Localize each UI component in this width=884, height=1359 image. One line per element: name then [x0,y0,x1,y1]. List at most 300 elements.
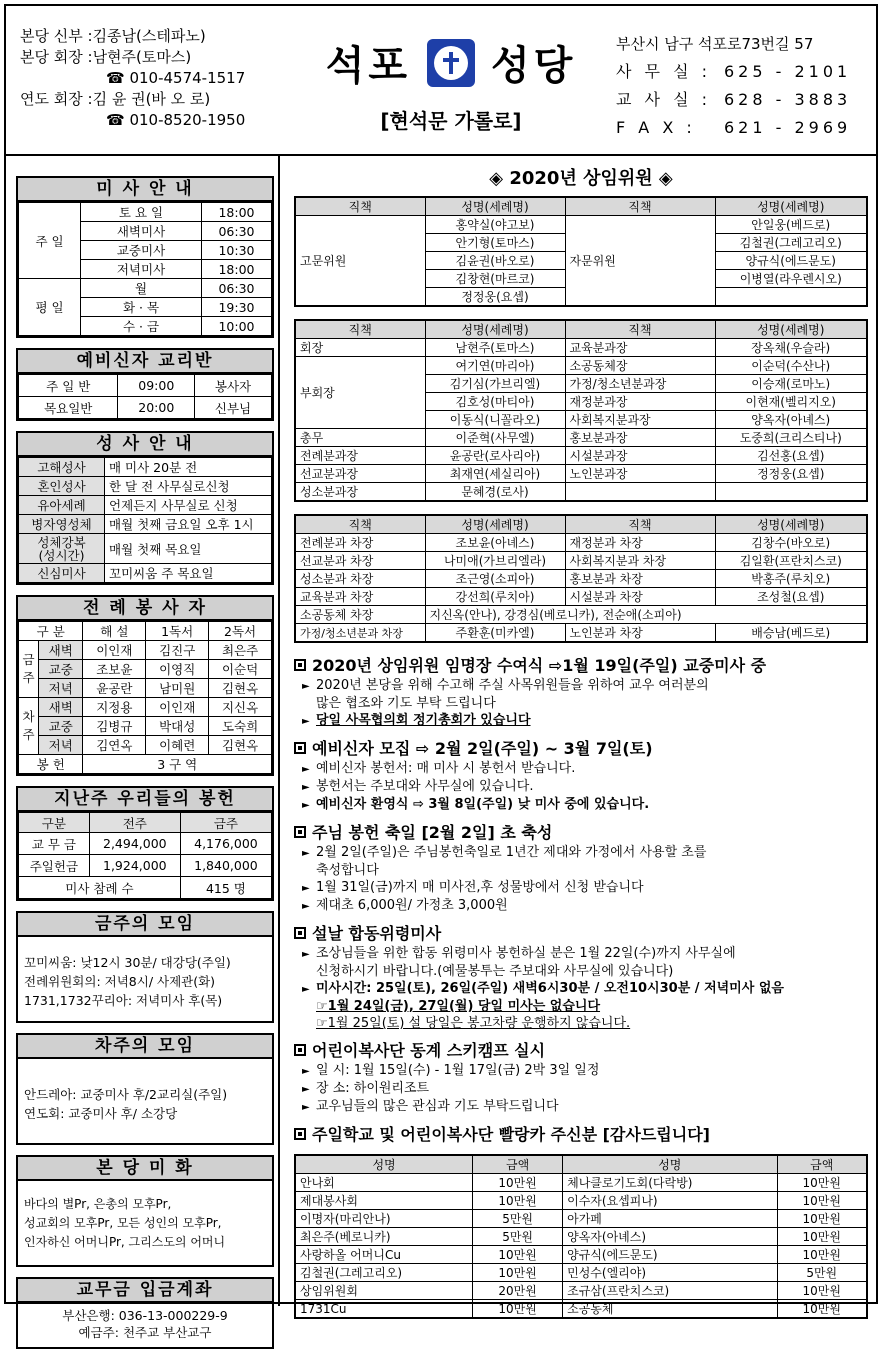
left-column [16,176,274,1359]
donor-amount: 10만원 [777,1192,867,1210]
pastor-label: 본당 신부 : [20,27,93,45]
role: 성소분과 차장 [295,570,425,588]
col-head: 직책 [565,320,715,339]
notice-block [294,655,868,730]
notice-block [294,923,868,1032]
member: 정정웅(요셉) [425,288,565,307]
member: 홍약실(야고보) [425,216,565,234]
donor-name: 최은주(베로니카) [295,1228,473,1246]
role: 회장 [295,339,425,357]
col-head: 성명 [563,1155,777,1174]
notice-title [294,1124,868,1146]
mass-title: 미 사 안 내 [18,178,272,202]
member: 김호성(마티아) [425,393,565,411]
arrow-bullet-icon: ► [302,764,310,775]
role: 교육분과장 [565,339,715,357]
col-head: 성명(세례명) [715,320,867,339]
notice-line-text: 미사시간: 25일(토), 26일(주일) 새벽6시30분 / 오전10시30분 / 저녁미사 없음 [316,981,784,996]
offering-head: 전주 [89,813,180,833]
col-head: 성명(세례명) [425,515,565,534]
notice-line [294,677,868,695]
arrow-bullet-icon: ► [302,848,310,859]
president-phone: ☎ 010-4574-1517 [106,69,246,87]
mass-name: 저녁미사 [81,260,202,279]
member: 주환훈(미카엘) [425,624,565,643]
offering-title: 지난주 우리들의 봉헌 [18,788,272,812]
catechumen-class [16,348,274,421]
this-week-label: 금 주 [19,641,39,698]
arrow-bullet-icon: ► [302,800,310,811]
col-head: 직책 [295,197,425,216]
arrow-bullet-icon: ► [302,984,310,995]
notice-line [294,897,868,915]
prayer-president-label: 연도 회장 : [20,90,93,108]
prayer-president-name: 김 윤 권(바 오 로) [92,90,211,108]
meeting-line: 안드레아: 교중미사 후/2교리실(주일) [24,1087,228,1102]
square-bullet-icon [294,1044,306,1056]
notice-title-text: 예비신자 모집 ⇨ 2월 2일(주일) ~ 3월 7일(토) [312,739,653,758]
role: 고문위원 [295,216,425,307]
server-name: 윤공란 [83,679,146,698]
donor-name: 소공동체 [563,1300,777,1319]
server-name: 김병규 [83,717,146,736]
column-divider [278,156,280,1306]
role: 시설분과 차장 [565,588,715,606]
offering-table [18,812,272,899]
server-name: 이순덕 [209,660,272,679]
server-name: 김현옥 [209,679,272,698]
col-head: 직책 [295,320,425,339]
donor-name: 상임위원회 [295,1282,473,1300]
donor-amount: 5만원 [473,1210,563,1228]
col-head: 금액 [473,1155,563,1174]
contact-value: 628 - 3883 [724,90,852,109]
donor-name: 아가페 [563,1210,777,1228]
member: 나미애(가브리엘라) [425,552,565,570]
notice-line-text: 조상님들을 위한 합동 위령미사 봉헌하실 분은 1월 22일(수)까지 사무실에 [316,946,736,961]
mass-slot: 새벽 [39,698,83,717]
offering-head: 구분 [19,813,90,833]
liturgy-servers [16,595,274,776]
next-week-meetings-title: 차주의 모임 [18,1035,272,1059]
mass-time: 18:00 [202,203,272,222]
arrow-bullet-icon: ► [302,901,310,912]
pastor-name: 김종남(스테파노) [92,27,206,45]
notice-line [294,1015,868,1032]
notice-line [294,862,868,879]
notice-line [294,980,868,998]
servers-head: 구 분 [19,622,83,641]
arrow-bullet-icon: ► [302,1102,310,1113]
member: 양옥자(아녜스) [715,411,867,429]
sacrament-guide [16,431,274,585]
header-staff [20,26,290,131]
member: 조보윤(아녜스) [425,534,565,552]
notice-line [294,760,868,778]
member-empty [715,483,867,502]
servers-head: 1독서 [146,622,209,641]
notice-line-text: 2월 2일(주일)은 주님봉헌축일로 1년간 제대와 가정에서 사용할 초를 [316,845,707,860]
role: 총무 [295,429,425,447]
offering-summary [16,786,274,901]
weekday-label: 평 일 [19,279,81,336]
church-logo-icon [427,39,475,87]
notice-title [294,1040,868,1062]
donor-name: 사랑하올 어머니Cu [295,1246,473,1264]
role: 노인분과장 [565,465,715,483]
role: 교육분과 차장 [295,588,425,606]
donor-amount: 5만원 [473,1228,563,1246]
notice-line-text: 예비신자 환영식 ⇨ 3월 8일(주일) 낮 미사 중에 있습니다. [316,797,650,812]
attendance-value: 415 명 [180,877,271,899]
servers-title: 전 례 봉 사 자 [18,597,272,621]
notice-line [294,963,868,980]
role: 재정분과장 [565,393,715,411]
deputies-table [294,514,868,643]
member: 이병열(라우렌시오) [715,270,867,288]
meeting-line: 꼬미씨움: 낮12시 30분/ 대강당(주일) [24,955,231,970]
donor-amount: 10만원 [473,1300,563,1319]
legion-line: 성교회의 모후Pr, 모든 성인의 모후Pr, [24,1216,222,1230]
role: 사회복지분과 차장 [565,552,715,570]
member: 김윤권(바오로) [425,252,565,270]
class-time: 09:00 [118,375,195,397]
col-head: 성명(세례명) [715,197,867,216]
notice-line [294,1098,868,1116]
member-empty [715,288,867,307]
donor-amount: 10만원 [473,1246,563,1264]
donor-name: 1731Cu [295,1300,473,1319]
sacrament-name: 병자영성체 [19,515,105,534]
notice-line [294,778,868,796]
donor-amount: 10만원 [777,1210,867,1228]
notice-title [294,738,868,760]
committee-title: ◈ 2020년 상임위원 ◈ [489,168,673,189]
member: 강선희(루치아) [425,588,565,606]
sacrament-info: 꼬미씨움 주 목요일 [105,564,272,583]
notice-line-text: 예비신자 봉헌서: 매 미사 시 봉헌서 받습니다. [316,761,576,776]
address: 부산시 남구 석포로73번길 57 [616,35,814,53]
server-name: 이영직 [146,660,209,679]
square-bullet-icon [294,1128,306,1140]
prayer-president-phone: ☎ 010-8520-1950 [106,111,246,129]
legion-title: 본 당 미 화 [18,1157,272,1181]
donor-name: 이명자(마리안나) [295,1210,473,1228]
donor-amount: 10만원 [777,1282,867,1300]
donor-name: 이수자(요셉피나) [563,1192,777,1210]
arrow-bullet-icon: ► [302,1084,310,1095]
donor-amount: 10만원 [777,1300,867,1319]
sacrament-name: 신심미사 [19,564,105,583]
notice-line-text: 많은 협조와 기도 부탁 드립니다 [316,696,496,711]
role: 홍보분과장 [565,429,715,447]
donor-amount: 10만원 [777,1228,867,1246]
donor-name: 제대봉사회 [295,1192,473,1210]
header [6,6,876,156]
legion-of-mary [16,1155,274,1267]
role: 가정/청소년분과 차장 [295,624,425,643]
subtitle: [현석문 가롤로] [380,109,522,133]
member: 조성철(요셉) [715,588,867,606]
class-teacher: 신부님 [195,397,272,419]
sunday-label: 주 일 [19,203,81,279]
advisors-table [294,196,868,307]
title-right: 성당 [491,43,577,89]
col-head: 성명(세례명) [425,197,565,216]
mass-name: 새벽미사 [81,222,202,241]
member: 양규식(에드문도) [715,252,867,270]
notice-title-text: 주일학교 및 어린이복사단 빨랑카 주신분 [감사드립니다] [312,1125,710,1144]
bank-account: 부산은행: 036-13-000229-9 [62,1308,228,1323]
notice-block [294,1040,868,1116]
server-name: 남미원 [146,679,209,698]
notice-line-text: 2020년 본당을 위해 수고해 주실 사목위원들을 위하여 교우 여러분의 [316,678,709,693]
notice-line-text: 1월 31일(금)까지 매 미사전,후 성물방에서 신청 받습니다 [316,880,644,895]
mass-time: 10:00 [202,317,272,336]
member: 남현주(토마스) [425,339,565,357]
pastor-line [20,26,290,47]
contact-label: 교 사 실 : [616,90,712,109]
contact-office [616,58,872,86]
col-head: 성명(세례명) [715,515,867,534]
server-name: 이혜련 [146,736,209,755]
role: 홍보분과 차장 [565,570,715,588]
sacrament-table [18,457,272,583]
legion-line: 바다의 별Pr, 은총의 모후Pr, [24,1197,172,1211]
arrow-bullet-icon: ► [302,782,310,793]
role: 선교분과 차장 [295,552,425,570]
col-head: 직책 [565,197,715,216]
president-name: 남현주(토마스) [92,48,192,66]
donor-amount: 10만원 [473,1264,563,1282]
arrow-bullet-icon: ► [302,1066,310,1077]
sacrament-name: 혼인성사 [19,477,105,496]
offering-prev: 2,494,000 [89,833,180,855]
mass-slot: 저녁 [39,736,83,755]
mass-slot: 새벽 [39,641,83,660]
notice-line [294,844,868,862]
donor-name: 조규삼(프란치스코) [563,1282,777,1300]
donor-name: 양옥자(아녜스) [563,1228,777,1246]
mass-slot: 저녁 [39,679,83,698]
sacrament-name: 고해성사 [19,458,105,477]
member: 배승남(베드로) [715,624,867,643]
mass-time: 06:30 [202,279,272,298]
notice-title [294,655,868,677]
notice-line [294,796,868,814]
contact-label: F A X : [616,118,696,137]
this-week-meetings [16,911,274,1023]
donor-name: 체나클로기도회(다락방) [563,1174,777,1192]
member: 조근영(소피아) [425,570,565,588]
donor-amount: 5만원 [777,1264,867,1282]
server-name: 지신옥 [209,698,272,717]
server-name: 지정용 [83,698,146,717]
member: 최재연(세실리아) [425,465,565,483]
notice-line-text: 일 시: 1월 15일(수) - 1월 17일(금) 2박 3일 일정 [316,1063,600,1078]
mass-time: 10:30 [202,241,272,260]
server-name: 최은주 [209,641,272,660]
notice-line-text: 봉헌서는 주보대와 사무실에 있습니다. [316,779,534,794]
member: 안기형(토마스) [425,234,565,252]
server-name: 도숙희 [209,717,272,736]
donor-name: 민성수(엘리야) [563,1264,777,1282]
donor-amount: 10만원 [777,1246,867,1264]
prayer-president-line [20,89,290,110]
contact-value: 625 - 2101 [724,62,852,81]
square-bullet-icon [294,927,306,939]
next-week-meetings [16,1033,274,1145]
role: 자문위원 [565,216,715,307]
sacrament-info: 매월 첫째 금요일 오후 1시 [105,515,272,534]
notice-line [294,712,868,730]
title-left: 석포 [325,43,411,89]
member: 김기심(가브리엘) [425,375,565,393]
member: 문혜경(로사) [425,483,565,502]
role: 선교분과장 [295,465,425,483]
role: 사회복지분과장 [565,411,715,429]
notice-line-text: 축성합니다 [316,863,379,878]
member: 여기연(마리아) [425,357,565,375]
meeting-line: 연도회: 교중미사 후/ 소강당 [24,1106,178,1121]
arrow-bullet-icon: ► [302,949,310,960]
member: 이승재(로마노) [715,375,867,393]
server-name: 김연옥 [83,736,146,755]
donor-amount: 10만원 [473,1192,563,1210]
member: 김창수(바오로) [715,534,867,552]
square-bullet-icon [294,742,306,754]
notice-line-text: ☞1월 25일(토) 설 당일은 봉고차량 운행하지 않습니다. [316,1016,631,1031]
mass-time: 19:30 [202,298,272,317]
square-bullet-icon [294,826,306,838]
member: 윤공란(로사리아) [425,447,565,465]
member: 정정웅(요셉) [715,465,867,483]
mass-slot: 교중 [39,717,83,736]
catechumen-table [18,374,272,419]
contact-fax [616,114,872,142]
member: 장옥채(우슬라) [715,339,867,357]
square-bullet-icon [294,659,306,671]
sacrament-info: 언제든지 사무실로 신청 [105,496,272,515]
contact-teachers [616,86,872,114]
offering-head: 금주 [180,813,271,833]
role: 소공동체장 [565,357,715,375]
member: 이순덕(수산나) [715,357,867,375]
attendance-label: 미사 참례 수 [19,877,181,899]
bulletin-frame [4,4,878,1340]
sacrament-title: 성 사 안 내 [18,433,272,457]
catechumen-title: 예비신자 교리반 [18,350,272,374]
offering-type: 교 무 금 [19,833,90,855]
legion-line: 인자하신 어머니Pr, 그리스도의 어머니 [24,1235,226,1249]
arrow-bullet-icon: ► [302,716,310,727]
offering-this: 4,176,000 [180,833,271,855]
servers-head: 해 설 [83,622,146,641]
member: 도중희(크리스티나) [715,429,867,447]
offering-this: 1,840,000 [180,855,271,877]
role-empty [565,483,715,502]
mass-name: 월 [81,279,202,298]
role: 시설분과장 [565,447,715,465]
this-week-meetings-title: 금주의 모임 [18,913,272,937]
offering-prev: 1,924,000 [89,855,180,877]
sacrament-name: 성체강복 (성시간) [19,534,105,564]
server-name: 이인재 [83,641,146,660]
notice-title-text: 2020년 상임위원 임명장 수여식 ⇨1월 19일(주일) 교중미사 중 [312,656,767,675]
class-name: 목요일반 [19,397,118,419]
sacrament-info: 매월 첫째 목요일 [105,534,272,564]
account-title: 교무금 입금계좌 [18,1279,272,1303]
offering-type: 주일헌금 [19,855,90,877]
header-title [306,34,596,134]
meeting-line: 1731,1732꾸리아: 저녁미사 후(목) [24,993,223,1008]
notice-title [294,822,868,844]
class-time: 20:00 [118,397,195,419]
arrow-bullet-icon: ► [302,681,310,692]
notice-line-text: 신청하시기 바랍니다.(예물봉투는 주보대와 사무실에 있습니다) [316,964,674,979]
role: 전례분과장 [295,447,425,465]
notice-title-text: 어린이복사단 동계 스키캠프 실시 [312,1041,546,1060]
notice-title [294,923,868,945]
role: 전례분과 차장 [295,534,425,552]
class-name: 주 일 반 [19,375,118,397]
offering-label: 봉 헌 [19,755,83,774]
mass-name: 토 요 일 [81,203,202,222]
notice-line [294,1062,868,1080]
notice-title-text: 설날 합동위령미사 [312,924,442,943]
donor-name: 양규식(에드문도) [563,1246,777,1264]
member: 이동식(니꼴라오) [425,411,565,429]
member: 이준혁(사무엘) [425,429,565,447]
col-head: 금액 [777,1155,867,1174]
president-label: 본당 회장 : [20,48,93,66]
notice-line [294,879,868,897]
col-head: 성명 [295,1155,473,1174]
role: 재정분과 차장 [565,534,715,552]
member: 김철권(그레고리오) [715,234,867,252]
mass-table [18,202,272,336]
role: 성소분과장 [295,483,425,502]
donor-amount: 10만원 [473,1174,563,1192]
contact-label: 사 무 실 : [616,62,712,81]
server-name: 김현옥 [209,736,272,755]
member: 김일환(프란치스코) [715,552,867,570]
servers-table [18,621,272,774]
notice-line [294,1080,868,1098]
mass-name: 화 · 목 [81,298,202,317]
member: 김창현(마르코) [425,270,565,288]
role: 소공동체 차장 [295,606,425,624]
president-line [20,47,290,68]
servers-head: 2독서 [209,622,272,641]
notice-block [294,822,868,915]
notice-line-text: 교우님들의 많은 관심과 기도 부탁드립니다 [316,1099,559,1114]
notice-line [294,998,868,1015]
notice-line-text: 장 소: 하이원리조트 [316,1081,430,1096]
contact-value: 621 - 2969 [724,118,852,137]
role: 노인분과 차장 [565,624,715,643]
notice-line-text: 제대초 6,000원/ 가정초 3,000원 [316,898,508,913]
member: 이현재(벨리지오) [715,393,867,411]
notice-line [294,695,868,712]
notice-block [294,1124,868,1146]
sacrament-info: 한 달 전 사무실로신청 [105,477,272,496]
sacrament-name: 유아세례 [19,496,105,515]
account-info [16,1277,274,1349]
role: 부회장 [295,357,425,429]
mass-schedule [16,176,274,338]
sacrament-info: 매 미사 20분 전 [105,458,272,477]
